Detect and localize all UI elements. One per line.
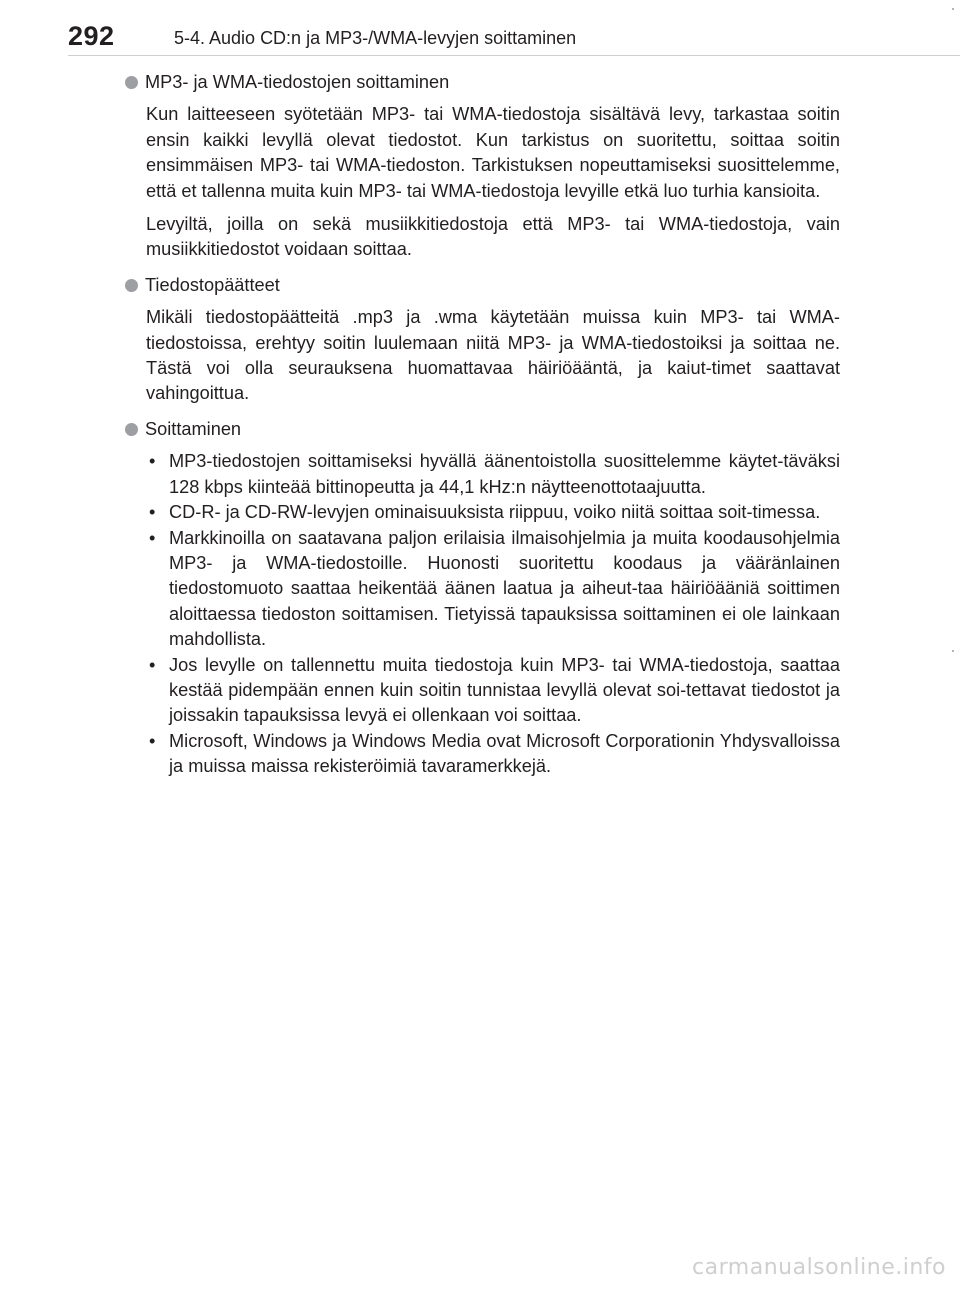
page-header [68, 20, 960, 56]
list-item-text: Microsoft, Windows ja Windows Media ovat Microsoft Corporationin Yhdysvalloissa ja muissa maissa rekisteröimiä tavaramerkkejä. [169, 730, 840, 777]
page-number: 292 [68, 21, 115, 51]
section-title: 5-4. Audio CD:n ja MP3-/WMA-levyjen soittaminen [174, 28, 577, 48]
header-divider [68, 55, 960, 56]
list-item-text: MP3-tiedostojen soittamiseksi hyvällä äänentoistolla suosittelemme käytet-täväksi 128 kbps kiinteää bittinopeutta ja 44,1 kHz:n näytteenottotaajuutta. [169, 451, 840, 497]
section-heading-text: Tiedostopäätteet [145, 274, 280, 295]
list-item [146, 449, 840, 500]
section-heading-text: Soittaminen [145, 418, 242, 439]
paragraph: Levyiltä, joilla on sekä musiikkitiedostoja että MP3- tai WMA-tiedostoja, vain musiikkitiedostot voidaan soittaa. [146, 214, 840, 260]
bullet-symbol: • [149, 527, 156, 548]
bullet-dot-icon [125, 76, 138, 89]
bullet-symbol: • [149, 451, 156, 472]
section-playback [127, 417, 840, 780]
section-heading-text: MP3- ja WMA-tiedostojen soittaminen [145, 72, 450, 92]
bullet-dot-icon [125, 279, 138, 292]
list-item-text: Markkinoilla on saatavana paljon erilaisia ilmaisohjelmia ja muita koodausohjelmia MP3- ja WMA-tiedostoille. Huonosti suoritettu koodaus ja vääränlainen tiedostomuoto saattaa heikentää äänen laatua ja aiheut-taa häiriöääniä soittimen aloittaessa tiedoston soittamisen. Tietyissä tapauksissa soittaminen ei ole lainkaan mahdollista. [169, 527, 840, 650]
list-item [146, 500, 840, 525]
crop-mark [952, 8, 954, 10]
crop-mark [952, 650, 954, 652]
bullet-list [146, 449, 840, 779]
watermark: carmanualsonline.info [692, 1255, 946, 1280]
section-heading [125, 417, 840, 442]
list-item [146, 653, 840, 729]
bullet-symbol: • [149, 502, 156, 523]
bullet-dot-icon [125, 423, 138, 436]
page-content [127, 70, 840, 790]
section-mp3-wma-playback [127, 70, 840, 263]
list-item-text: CD-R- ja CD-RW-levyjen ominaisuuksista riippuu, voiko niitä soittaa soit-timessa. [169, 502, 821, 523]
section-heading [125, 70, 840, 95]
list-item [146, 729, 840, 780]
bullet-symbol: • [149, 730, 156, 751]
bullet-symbol: • [149, 654, 156, 675]
list-item [146, 526, 840, 653]
section-heading [125, 273, 840, 298]
paragraph: Kun laitteeseen syötetään MP3- tai WMA-tiedostoja sisältävä levy, tarkastaa soitin ensin kaikki levyllä olevat tiedostot. Kun tarkistus on suoritettu, soittaa soitin ensimmäisen MP3- tai WMA-tiedoston. Tarkistuksen nopeuttamiseksi suosittelemme, että et tallenna muita kuin MP3- tai WMA-tiedostoja levyille etkä luo turhia kansioita. [146, 104, 840, 201]
list-item-text: Jos levylle on tallennettu muita tiedostoja kuin MP3- tai WMA-tiedostoja, saattaa kestää pidempään ennen kuin soitin tunnistaa levyllä olevat soi-tettavat tiedostot ja joissakin tapauksissa levyä ei ollenkaan voi soittaa. [169, 654, 840, 726]
paragraph: Mikäli tiedostopäätteitä .mp3 ja .wma käytetään muissa kuin MP3- tai WMA-tiedostoissa, erehtyy soitin luulemaan niitä MP3- ja WMA-tiedostoiksi ja soittaa ne. Tästä voi olla seurauksena huomattavaa häiriöääntä, ja kaiut-timet saattavat vahingoittua. [146, 307, 840, 404]
section-file-extensions [127, 273, 840, 407]
